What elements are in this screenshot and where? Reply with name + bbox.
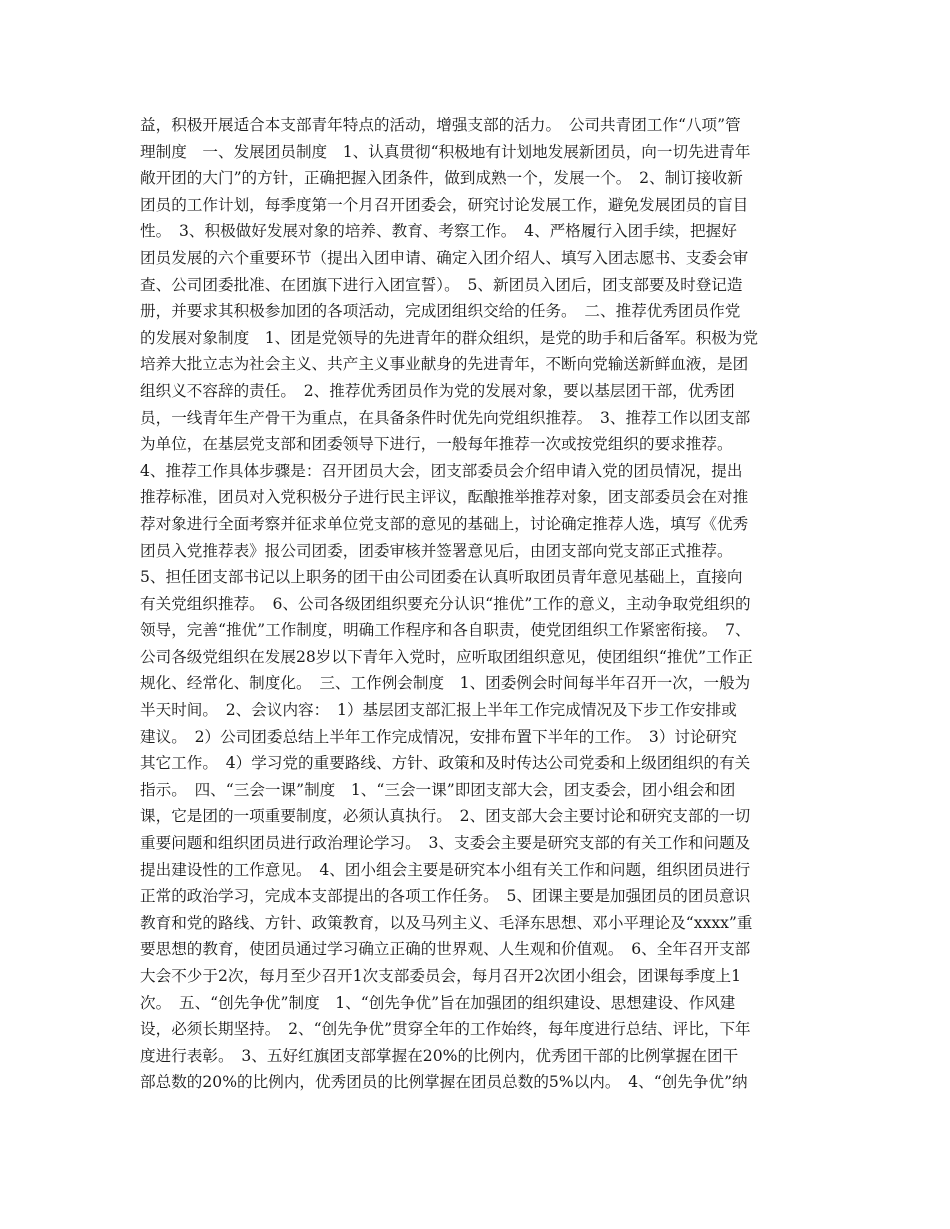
text-line: 理制度 一、发展团员制度 1、认真贯彻“积极地有计划地发展新团员，向一切先进青年 [140, 142, 751, 161]
text-line: 为单位，在基层党支部和团委领导下进行，一般每年推荐一次或按党组织的要求推荐。 [140, 435, 733, 454]
text-line: 组织义不容辞的责任。 2、推荐优秀团员作为党的发展对象，要以基层团干部，优秀团 [140, 381, 735, 400]
text-line: 查、公司团委批准、在团旗下进行入团宣誓）。 5、新团员入团后，团支部要及时登记造 [140, 275, 743, 294]
text-line: 公司各级党组织在发展28岁以下青年入党时，应听取团组织意见，使团组织“推优”工作正 [140, 647, 753, 666]
body-text [140, 112, 812, 1096]
text-line: 敞开团的大门”的方针，正确把握入团条件，做到成熟一个，发展一个。 2、制订接收新 [140, 169, 743, 188]
text-line: 正常的政治学习，完成本支部提出的各项工作任务。 5、团课主要是加强团员的团员意识 [140, 887, 751, 906]
text-line: 提出建设性的工作意见。 4、团小组会主要是研究本小组有关工作和问题，组织团员进行 [140, 860, 751, 879]
text-line: 5、担任团支部书记以上职务的团干由公司团委在认真听取团员青年意见基础上，直接向 [140, 568, 743, 587]
text-line: 重要问题和组织团员进行政治理论学习。 3、支委会主要是研究支部的有关工作和问题及 [140, 834, 751, 853]
text-line: 领导，完善“推优”工作制度，明确工作程序和各自职责，使党团组织工作紧密衔接。 7、 [140, 621, 751, 640]
text-line: 团员入党推荐表》报公司团委，团委审核并签署意见后，由团支部向党支部正式推荐。 [140, 541, 733, 560]
text-line: 建议。 2）公司团委总结上半年工作完成情况，安排布置下半年的工作。 3）讨论研究 [140, 727, 737, 746]
text-line: 荐对象进行全面考察并征求单位党支部的意见的基础上，讨论确定推荐人选，填写《优秀 [140, 514, 749, 533]
text-line: 半天时间。 2、会议内容： 1）基层团支部汇报上半年工作完成情况及下步工作安排或 [140, 701, 737, 720]
text-line: 团员的工作计划，每季度第一个月召开团委会，研究讨论发展工作，避免发展团员的盲目 [140, 195, 749, 214]
text-line: 课，它是团的一项重要制度，必须认真执行。 2、团支部大会主要讨论和研究支部的一切 [140, 807, 751, 826]
text-line: 4、推荐工作具体步骤是：召开团员大会，团支部委员会介绍申请入党的团员情况，提出 [140, 461, 743, 480]
text-line: 推荐标准，团员对入党积极分子进行民主评议，酝酿推举推荐对象，团支部委员会在对推 [140, 488, 749, 507]
text-line: 度进行表彰。 3、五好红旗团支部掌握在20%的比例内，优秀团干部的比例掌握在团干 [140, 1046, 739, 1065]
text-line: 有关党组织推荐。 6、公司各级团组织要充分认识“推优”工作的意义，主动争取党组织的 [140, 594, 751, 613]
text-line: 册，并要求其积极参加团的各项活动，完成团组织交给的任务。 二、推荐优秀团员作党 [140, 302, 741, 321]
text-line: 指示。 四、“三会一课”制度 1、“三会一课”即团支部大会，团支委会，团小组会和团 [140, 780, 736, 799]
text-line: 要思想的教育，使团员通过学习确立正确的世界观、人生观和价值观。 6、全年召开支部 [140, 940, 751, 959]
text-line: 培养大批立志为社会主义、共产主义事业献身的先进青年，不断向党输送新鲜血液，是团 [140, 355, 749, 374]
text-line: 性。 3、积极做好发展对象的培养、教育、考察工作。 4、严格履行入团手续，把握好 [140, 222, 737, 241]
text-line: 团员发展的六个重要环节（提出入团申请、确定入团介绍人、填写入团志愿书、支委会审 [140, 248, 749, 267]
text-line: 次。 五、“创先争优”制度 1、“创先争优”旨在加强团的组织建设、思想建设、作风建 [140, 993, 736, 1012]
text-line: 规化、经常化、制度化。 三、工作例会制度 1、团委例会时间每半年召开一次，一般为 [140, 674, 751, 693]
text-line: 益，积极开展适合本支部青年特点的活动，增强支部的活力。 公司共青团工作“八项”管 [140, 116, 741, 134]
text-line: 教育和党的路线、方针、政策教育，以及马列主义、毛泽东思想、邓小平理论及“xxxx”重 [140, 913, 753, 932]
text-line: 设，必须长期坚持。 2、“创先争优”贯穿全年的工作始终，每年度进行总结、评比，下年 [140, 1020, 751, 1039]
text-line: 部总数的20%的比例内，优秀团员的比例掌握在团员总数的5%以内。 4、“创先争优”纳 [140, 1073, 748, 1092]
text-line: 的发展对象制度 1、团是党领导的先进青年的群众组织，是党的助手和后备军。积极为党 [140, 328, 759, 347]
text-line: 大会不少于2次，每月至少召开1次支部委员会，每月召开2次团小组会，团课每季度上1 [140, 967, 742, 985]
text-line: 员，一线青年生产骨干为重点，在具备条件时优先向党组织推荐。 3、推荐工作以团支部 [140, 408, 751, 427]
text-line: 其它工作。 4）学习党的重要路线、方针、政策和及时传达公司党委和上级团组织的有关 [140, 754, 751, 773]
